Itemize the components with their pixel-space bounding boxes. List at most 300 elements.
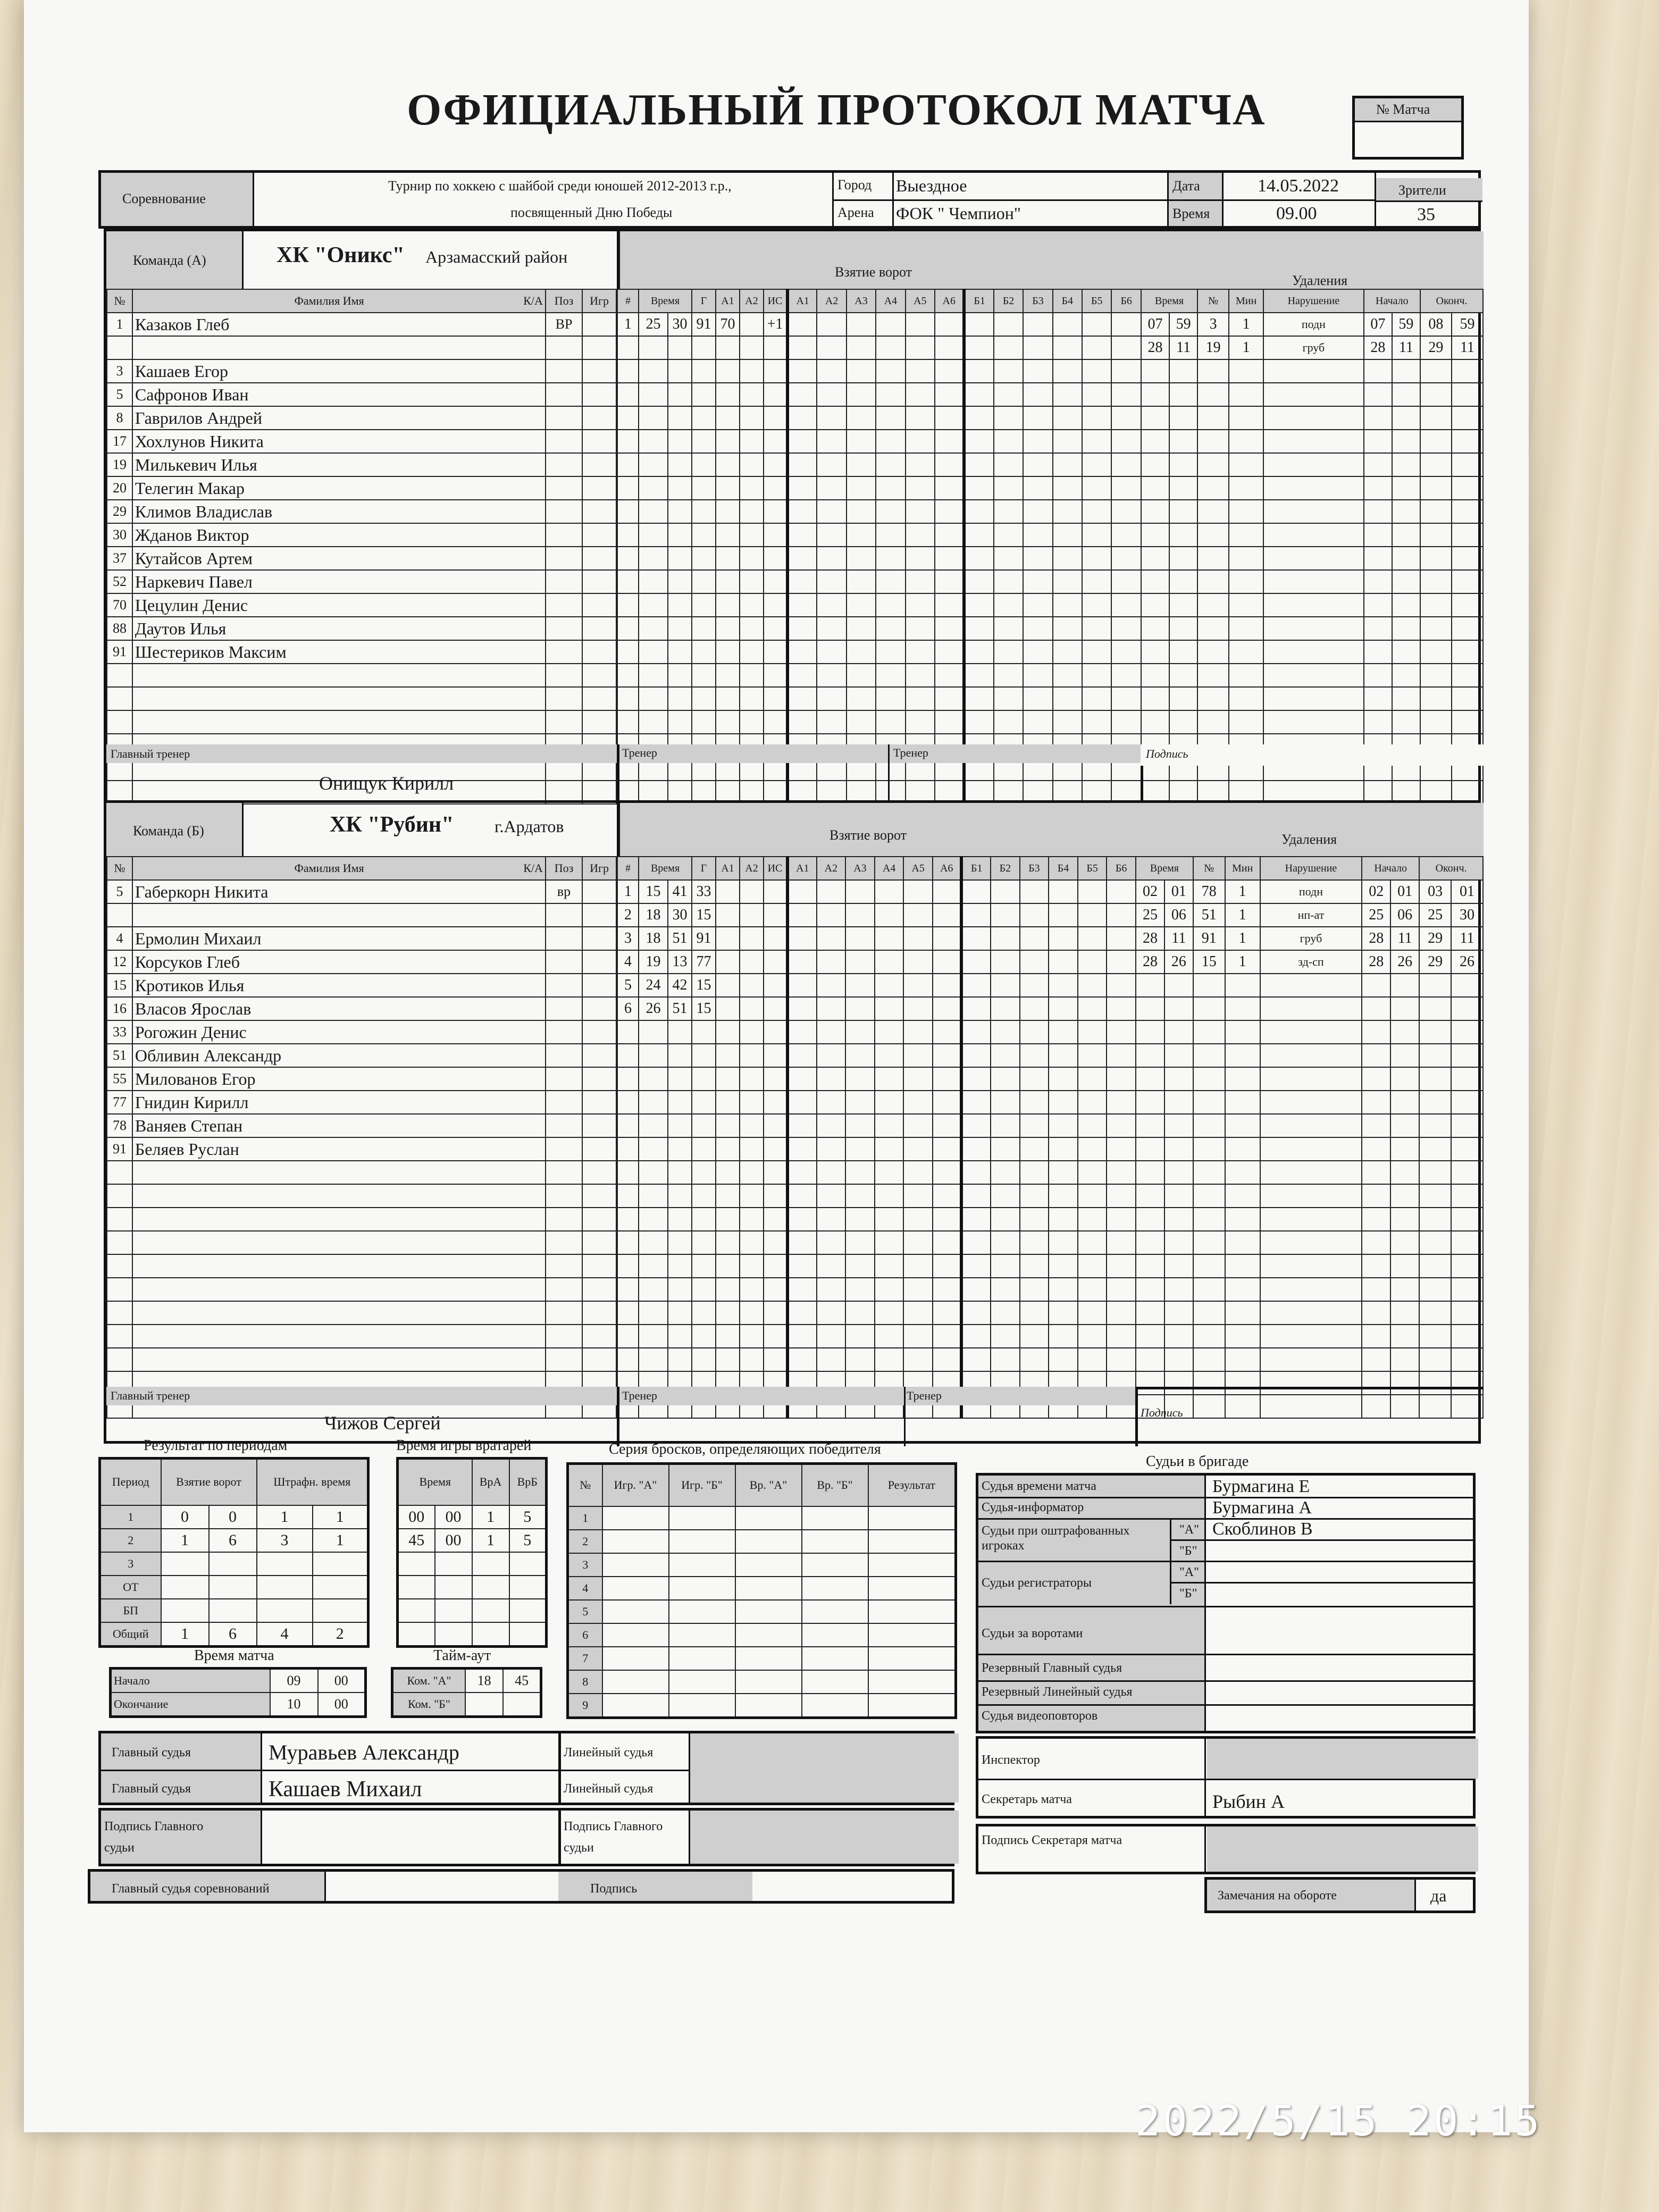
penalty-cell [1164, 1301, 1193, 1325]
timeout-b-min[interactable] [465, 1692, 503, 1717]
shootout-cell[interactable] [669, 1623, 735, 1647]
player-position [546, 1184, 582, 1208]
goal-cell: 91 [692, 313, 716, 336]
team-b-player-row [107, 903, 616, 927]
goal-cell [787, 1208, 817, 1231]
penalty-cell [1260, 1020, 1362, 1044]
goal-cell: 19 [639, 950, 668, 974]
goal-cell [764, 1114, 787, 1137]
goals-col-header: Г [692, 289, 716, 313]
goal-cell [787, 430, 817, 453]
player-games [582, 523, 616, 547]
shootout-cell[interactable] [735, 1623, 802, 1647]
penalty-cell: 25 [1136, 903, 1164, 927]
goal-cell: 25 [639, 313, 668, 336]
penalty-cell [1362, 997, 1390, 1020]
goal-cell [1020, 1184, 1049, 1208]
shootout-cell[interactable] [802, 1553, 868, 1577]
goal-cell [876, 617, 905, 640]
goal-cell [764, 1044, 787, 1067]
shootout-cell[interactable] [735, 1506, 802, 1530]
goalie-time-cell: 1 [472, 1505, 509, 1529]
player-number: 51 [107, 1044, 132, 1067]
goal-cell [668, 523, 692, 547]
goal-cell: 70 [716, 313, 740, 336]
team-b-goal-row [617, 997, 1136, 1020]
goal-cell [692, 1348, 716, 1371]
penalty-cell [1419, 1325, 1451, 1348]
player-name: Жданов Виктор [132, 523, 546, 547]
player-games [582, 1301, 616, 1325]
shootout-cell[interactable] [802, 1506, 868, 1530]
shootout-cell[interactable] [735, 1530, 802, 1553]
informer-label: Судья-информатор [982, 1501, 1084, 1514]
main-referee-2-label: Главный судья [112, 1782, 191, 1796]
remarks-box[interactable] [1204, 1877, 1476, 1913]
team-b-penalty-row [1136, 1067, 1483, 1091]
shootout-cell[interactable] [669, 1670, 735, 1694]
goal-cell [668, 593, 692, 617]
goal-cell [692, 617, 716, 640]
penalty-cell [1263, 406, 1364, 430]
timeout-a-min[interactable]: 18 [465, 1669, 503, 1693]
team-b-goal-row [617, 974, 1136, 997]
goal-cell [787, 1231, 817, 1254]
shootout-cell[interactable] [669, 1577, 735, 1600]
shootout-cell[interactable] [669, 1694, 735, 1718]
penalty-cell [1263, 687, 1364, 710]
goal-cell [964, 617, 993, 640]
goal-cell [906, 547, 935, 570]
shootout-cell[interactable] [735, 1577, 802, 1600]
penalty-cell [1451, 1020, 1483, 1044]
team-a-player-row [107, 593, 616, 617]
goal-cell [903, 1348, 933, 1371]
goal-cell [1049, 997, 1078, 1020]
penalty-cell [1392, 476, 1420, 500]
penalty-cell [1225, 1114, 1260, 1137]
goal-cell [1107, 903, 1136, 927]
goal-cell [764, 430, 787, 453]
goal-cell [933, 1325, 962, 1348]
goal-cell [991, 974, 1020, 997]
goal-cell [764, 453, 787, 476]
player-games [582, 1044, 616, 1067]
goal-cell [961, 1301, 991, 1325]
player-name: Милованов Егор [132, 1067, 546, 1091]
period-cell: 1 [161, 1529, 209, 1552]
referee-row-divider [978, 1606, 1473, 1607]
goal-cell [1107, 1325, 1136, 1348]
penalty-cell [1420, 710, 1452, 734]
goal-cell [639, 1231, 668, 1254]
goal-cell [906, 593, 935, 617]
secretary-sign-box[interactable] [976, 1824, 1476, 1874]
shootout-cell[interactable] [868, 1670, 956, 1694]
team-b-player-row [107, 1067, 616, 1091]
goal-cell [1107, 927, 1136, 950]
goal-cell [1020, 1325, 1049, 1348]
goal-cell [991, 1091, 1020, 1114]
penalty-cell: 07 [1364, 313, 1392, 336]
goal-cell [764, 710, 787, 734]
player-name: Цецулин Денис [132, 593, 546, 617]
shootout-col-header: Вр. "А" [735, 1464, 802, 1506]
goal-cell [847, 617, 876, 640]
player-name: Кутайсов Артем [132, 547, 546, 570]
shootout-cell[interactable] [735, 1647, 802, 1670]
goal-cell [1078, 1091, 1107, 1114]
goal-cell [964, 430, 993, 453]
goal-cell [847, 313, 876, 336]
goal-cell [617, 336, 639, 359]
shootout-cell[interactable] [602, 1670, 669, 1694]
penalty-cell [1452, 547, 1483, 570]
player-position [546, 1161, 582, 1184]
penalty-cell [1419, 1395, 1451, 1418]
goal-cell [817, 640, 846, 664]
penalty-cell [1197, 664, 1229, 687]
shootout-row-number: 4 [568, 1577, 602, 1600]
shootout-cell[interactable] [602, 1577, 669, 1600]
goal-cell: 4 [617, 950, 639, 974]
goal-cell [1107, 950, 1136, 974]
period-row [100, 1622, 368, 1647]
goal-cell [1078, 1161, 1107, 1184]
goal-cell [1078, 1208, 1107, 1231]
goal-cell [787, 523, 817, 547]
goalie-time-cell: 00 [435, 1505, 472, 1529]
goal-cell [876, 430, 905, 453]
goalie-time-cell [509, 1576, 547, 1599]
goal-cell [1049, 927, 1078, 950]
penalty-cell [1193, 1184, 1225, 1208]
penalty-cell [1136, 1325, 1164, 1348]
penalty-cell [1451, 1208, 1483, 1231]
referee-row-divider [1170, 1539, 1473, 1541]
goalie-time-cell [509, 1552, 547, 1576]
shootout-cell[interactable] [735, 1600, 802, 1623]
penalty-cell [1197, 617, 1229, 640]
player-name: Обливин Александр [132, 1044, 546, 1067]
goal-cell [692, 1301, 716, 1325]
goal-cell [875, 1184, 904, 1208]
shootout-cell[interactable] [802, 1577, 868, 1600]
shootout-cell[interactable] [735, 1694, 802, 1718]
penalty-cell [1392, 430, 1420, 453]
penalty-cell [1229, 359, 1263, 383]
player-games [582, 903, 616, 927]
goal-cell [961, 1020, 991, 1044]
goalie-time-row [398, 1622, 547, 1647]
shootout-cell[interactable] [669, 1553, 735, 1577]
goal-cell [845, 1278, 875, 1301]
team-b-player-row [107, 1020, 616, 1044]
shootout-cell[interactable] [802, 1530, 868, 1553]
shootout-cell[interactable] [602, 1530, 669, 1553]
goal-cell [716, 406, 740, 430]
penalty-cell [1364, 406, 1392, 430]
shootout-cell[interactable] [802, 1600, 868, 1623]
goal-cell [1020, 997, 1049, 1020]
comp-main-label: Главный судья соревнований [112, 1882, 270, 1896]
shootout-cell[interactable] [868, 1530, 956, 1553]
goal-cell [639, 1208, 668, 1231]
goal-cell [935, 383, 964, 406]
player-games [582, 927, 616, 950]
goal-cell [716, 359, 740, 383]
penalty-cell [1390, 1348, 1419, 1371]
team-b-city: г.Ардатов [495, 817, 564, 836]
goal-cell [639, 1184, 668, 1208]
goal-cell [692, 1044, 716, 1067]
penalty-cell [1169, 687, 1197, 710]
penalty-cell [1141, 406, 1169, 430]
penalty-cell [1169, 523, 1197, 547]
goal-cell [1078, 1325, 1107, 1348]
sign-main-box[interactable] [98, 1808, 954, 1866]
team-a-penalty-row [1141, 640, 1483, 664]
team-a-name: ХК "Оникс" [276, 243, 405, 267]
goal-cell [876, 640, 905, 664]
penalty-cell [1193, 1161, 1225, 1184]
penalty-cell [1141, 640, 1169, 664]
team-a-roster-table [106, 289, 617, 805]
timeout-title: Тайм-аут [433, 1647, 491, 1664]
goal-cell [1107, 997, 1136, 1020]
registrars-a: "А" [1179, 1565, 1199, 1579]
penalty-cell: 11 [1390, 927, 1419, 950]
shootout-cell[interactable] [602, 1506, 669, 1530]
registrars-label: Судьи регистраторы [982, 1576, 1092, 1590]
timeout-b-sec[interactable] [503, 1692, 541, 1717]
goal-cell [1020, 1208, 1049, 1231]
goal-cell [1111, 336, 1141, 359]
goal-cell [933, 1020, 962, 1044]
player-name: Кашаев Егор [132, 359, 546, 383]
goalie-time-cell [472, 1599, 509, 1622]
goalie-time-title: Время игры вратарей [396, 1437, 532, 1454]
match-end-hour[interactable]: 10 [270, 1692, 318, 1717]
penalty-cell [1451, 997, 1483, 1020]
goal-cell [961, 1091, 991, 1114]
player-games [582, 1137, 616, 1161]
col-igr: Игр [582, 857, 616, 880]
player-games [582, 687, 616, 710]
goal-cell [1111, 593, 1141, 617]
penalty-cell [1193, 1091, 1225, 1114]
shootout-cell[interactable] [868, 1577, 956, 1600]
goalie-time-cell [398, 1622, 435, 1647]
inspector-label: Инспектор [982, 1753, 1040, 1767]
player-number: 4 [107, 927, 132, 950]
player-position [546, 336, 582, 359]
team-b-player-row [107, 1184, 616, 1208]
goal-cell [964, 640, 993, 664]
goal-cell [1049, 1348, 1078, 1371]
penalty-cell [1169, 476, 1197, 500]
team-b-goal-row [617, 1208, 1136, 1231]
team-b-penalty-row [1136, 1044, 1483, 1067]
goal-cell [845, 1114, 875, 1137]
team-b-penalty-row [1136, 1091, 1483, 1114]
penalty-cell [1364, 383, 1392, 406]
goal-cell: 91 [692, 927, 716, 950]
penalty-cell [1164, 1091, 1193, 1114]
match-start-min[interactable]: 00 [318, 1669, 366, 1693]
goal-cell [903, 1020, 933, 1044]
shootout-cell[interactable] [602, 1647, 669, 1670]
penalty-cell [1263, 710, 1364, 734]
penalty-cell: 08 [1420, 313, 1452, 336]
goal-cell [817, 500, 846, 523]
shootout-cell[interactable] [802, 1647, 868, 1670]
penalty-cell [1197, 476, 1229, 500]
goal-cell [935, 313, 964, 336]
shootout-cell[interactable] [802, 1670, 868, 1694]
penalty-cell [1419, 1208, 1451, 1231]
goal-cell [845, 880, 875, 903]
period-cell: 0 [209, 1505, 257, 1529]
goal-cell [617, 687, 639, 710]
penalty-cell [1229, 593, 1263, 617]
player-number: 91 [107, 640, 132, 664]
player-games [582, 383, 616, 406]
goal-cell [617, 1161, 639, 1184]
goal-cell [764, 1231, 787, 1254]
player-games [582, 974, 616, 997]
inspector-box [976, 1736, 1476, 1819]
shootout-cell[interactable] [602, 1553, 669, 1577]
goal-cell [1082, 687, 1111, 710]
team-a-goal-row [617, 710, 1141, 734]
shootout-cell[interactable] [868, 1506, 956, 1530]
goal-cell [1078, 927, 1107, 950]
goal-cell [740, 593, 764, 617]
period-cell: 1 [313, 1505, 368, 1529]
shootout-cell[interactable] [868, 1600, 956, 1623]
shootout-cell[interactable] [669, 1600, 735, 1623]
goal-cell [847, 453, 876, 476]
goal-cell [764, 593, 787, 617]
penalty-cell [1193, 1278, 1225, 1301]
goal-cell [1020, 880, 1049, 903]
timeout-a-sec[interactable]: 45 [503, 1669, 541, 1693]
goal-cell [740, 950, 764, 974]
goal-cell [1107, 1184, 1136, 1208]
shootout-cell[interactable] [669, 1647, 735, 1670]
shootout-cell[interactable] [868, 1553, 956, 1577]
penalty-cell [1420, 500, 1452, 523]
goal-cell [692, 570, 716, 593]
goal-cell [740, 383, 764, 406]
player-games [582, 453, 616, 476]
comp-main-box[interactable] [88, 1869, 954, 1904]
goal-cell [668, 383, 692, 406]
referee-row-divider [978, 1704, 1473, 1706]
line-referee-1-label: Линейный судья [564, 1746, 653, 1759]
goal-cell [991, 903, 1020, 927]
periods-table [98, 1457, 370, 1648]
goal-cell [716, 903, 740, 927]
match-end-min[interactable]: 00 [318, 1692, 366, 1717]
penalty-cell [1452, 500, 1483, 523]
goal-cell [668, 1067, 692, 1091]
player-number: 37 [107, 547, 132, 570]
period-pen-header: Штрафн. время [257, 1459, 368, 1505]
goal-cell [639, 500, 668, 523]
goal-cell [716, 1231, 740, 1254]
team-a-goal-row [617, 313, 1141, 336]
goal-cell [847, 687, 876, 710]
goal-cell [906, 359, 935, 383]
goal-cell [617, 617, 639, 640]
penalty-cell: 28 [1364, 336, 1392, 359]
player-games [582, 1161, 616, 1184]
shootout-cell[interactable] [669, 1530, 735, 1553]
player-position: вр [546, 880, 582, 903]
shootout-cell[interactable] [602, 1694, 669, 1718]
goal-cell [764, 1091, 787, 1114]
goal-cell [764, 1137, 787, 1161]
penalty-col-header: Мин [1225, 857, 1260, 880]
penalty-cell [1390, 974, 1419, 997]
player-name: Кротиков Илья [132, 974, 546, 997]
goal-cell [903, 1208, 933, 1231]
penalty-cell [1225, 1395, 1260, 1418]
goal-cell [1107, 1231, 1136, 1254]
goals-col-header: Б6 [1107, 857, 1136, 880]
goal-cell [994, 406, 1023, 430]
goal-cell [906, 710, 935, 734]
match-start-hour[interactable]: 09 [270, 1669, 318, 1693]
shootout-cell[interactable] [868, 1694, 956, 1718]
team-a-goal-row [617, 593, 1141, 617]
goal-cell [668, 570, 692, 593]
goal-cell [740, 1044, 764, 1067]
goal-cell [1082, 406, 1111, 430]
penalty-cell [1136, 997, 1164, 1020]
goal-cell [994, 313, 1023, 336]
penalty-cell [1260, 1067, 1362, 1091]
team-a-penalty-row [1141, 313, 1483, 336]
goal-cell [817, 1091, 846, 1114]
shootout-cell[interactable] [602, 1623, 669, 1647]
team-b-player-row [107, 950, 616, 974]
goal-cell [1053, 383, 1082, 406]
shootout-cell[interactable] [802, 1623, 868, 1647]
penbox-a-value: Скоблинов В [1212, 1519, 1313, 1539]
shootout-cell[interactable] [868, 1623, 956, 1647]
penalty-cell [1364, 710, 1392, 734]
shootout-cell[interactable] [735, 1670, 802, 1694]
goal-cell [961, 1067, 991, 1091]
team-a-player-row [107, 523, 616, 547]
goal-cell [1049, 1278, 1078, 1301]
shootout-cell[interactable] [802, 1694, 868, 1718]
match-number-box[interactable] [1352, 96, 1464, 160]
goal-cell [639, 593, 668, 617]
shootout-cell[interactable] [868, 1647, 956, 1670]
shootout-cell[interactable] [669, 1506, 735, 1530]
goals-col-header: А4 [876, 289, 905, 313]
player-position [546, 1325, 582, 1348]
penalty-cell: подн [1263, 313, 1364, 336]
goal-judges-label: Судьи за воротами [982, 1627, 1083, 1640]
shootout-cell[interactable] [735, 1553, 802, 1577]
shootout-cell[interactable] [602, 1600, 669, 1623]
goal-cell [991, 1020, 1020, 1044]
